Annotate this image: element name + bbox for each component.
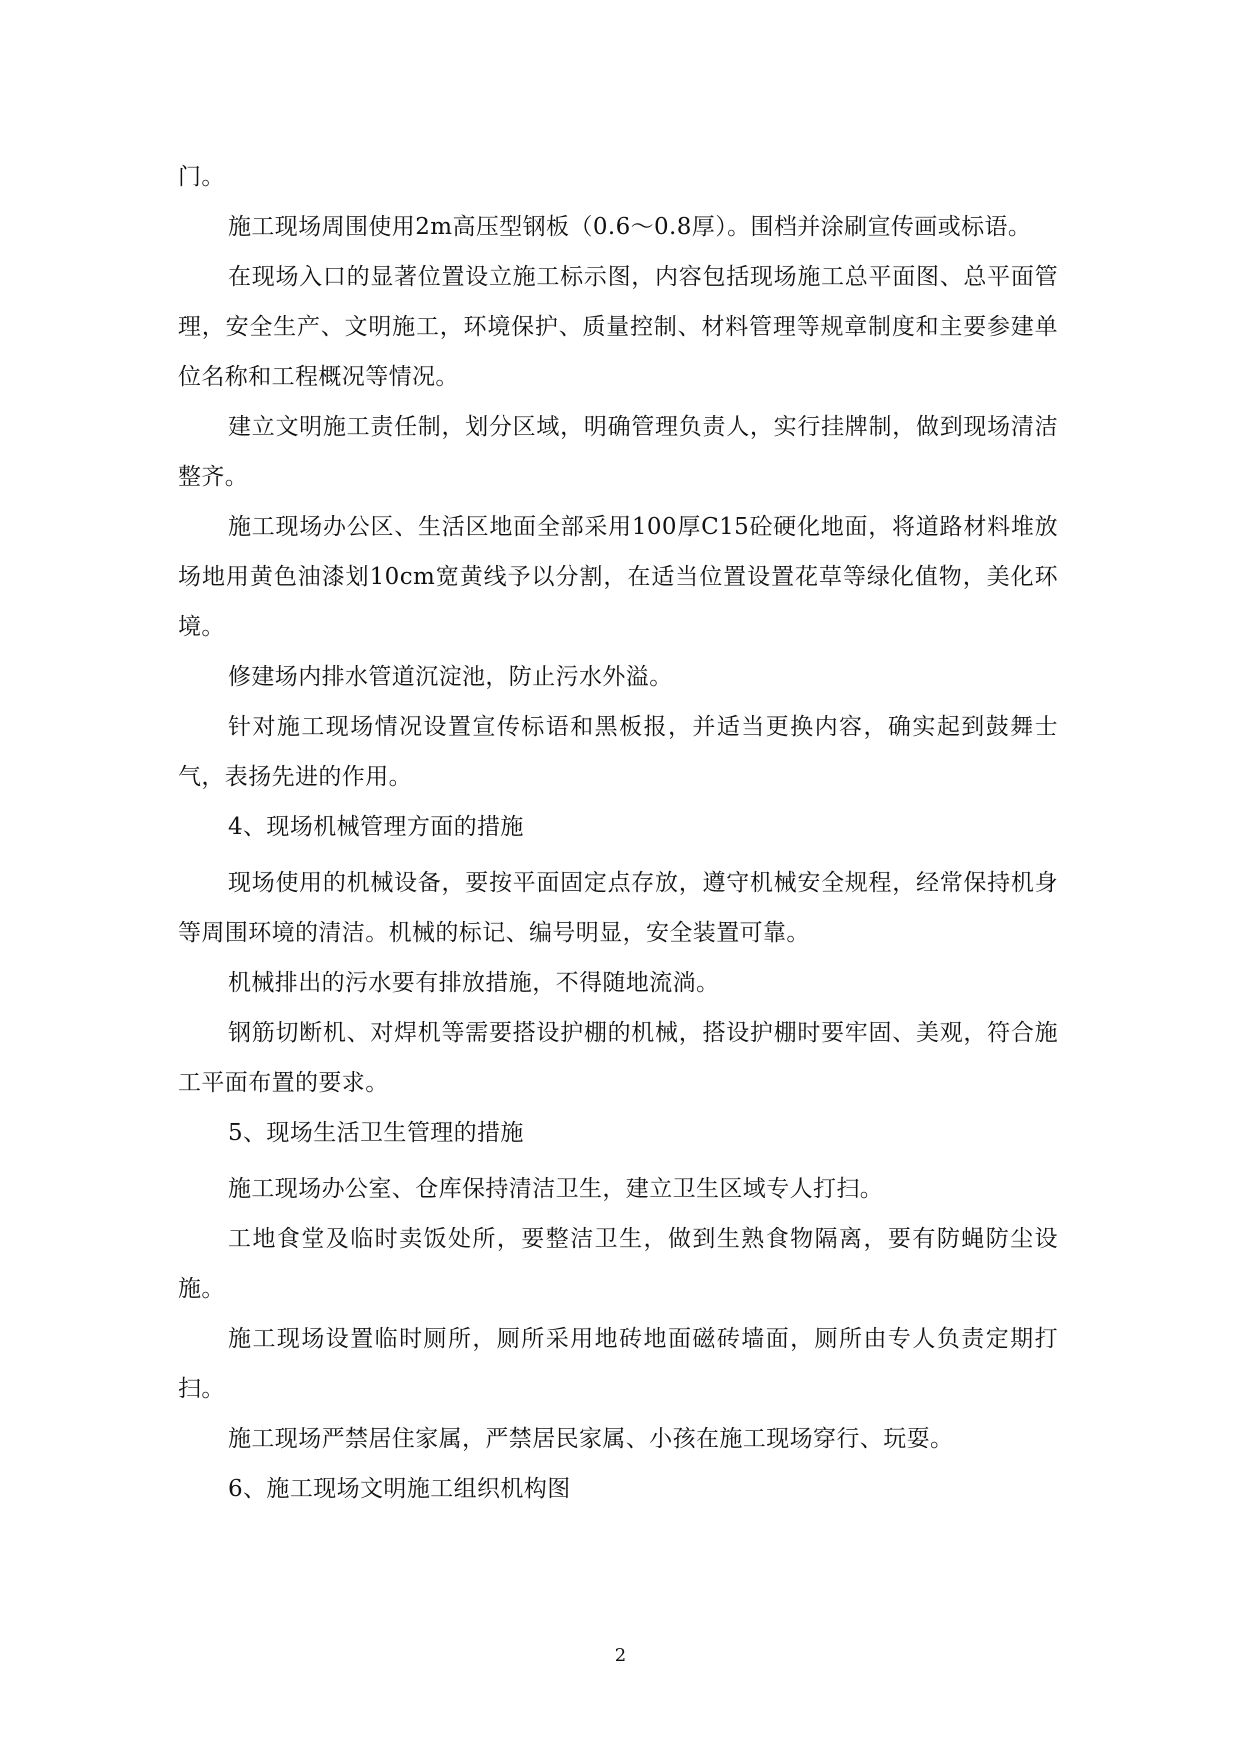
section-heading-machinery: 4、现场机械管理方面的措施 <box>228 814 524 840</box>
page-number: 2 <box>614 1645 627 1666</box>
paragraph-slogans: 针对施工现场情况设置宣传标语和黑板报，并适当更换内容，确实起到鼓舞士气，表扬先进的作用。 <box>178 714 1058 790</box>
paragraph-responsibility: 建立文明施工责任制，划分区域，明确管理负责人，实行挂牌制，做到现场清洁整齐。 <box>178 414 1058 490</box>
paragraph-site-sign: 在现场入口的显著位置设立施工标示图，内容包括现场施工总平面图、总平面管理，安全生产、文明施工，环境保护、质量控制、材料管理等规章制度和主要参建单位名称和工程概况等情况。 <box>178 264 1058 390</box>
paragraph-machinery-wastewater: 机械排出的污水要有排放措施，不得随地流淌。 <box>228 970 720 996</box>
paragraph-ground-hardening: 施工现场办公区、生活区地面全部采用100厚C15砼硬化地面，将道路材料堆放场地用黄色油漆划10cm宽黄线予以分割，在适当位置设置花草等绿化值物，美化环境。 <box>178 514 1058 640</box>
paragraph-office-cleaning: 施工现场办公室、仓库保持清洁卫生，建立卫生区域专人打扫。 <box>228 1176 884 1202</box>
paragraph-canteen: 工地食堂及临时卖饭处所，要整洁卫生，做到生熟食物隔离，要有防蝇防尘设施。 <box>178 1226 1058 1302</box>
paragraph-fence: 施工现场周围使用2m高压型钢板（0.6～0.8厚）。围档并涂刷宣传画或标语。 <box>228 214 1032 240</box>
paragraph-drainage: 修建场内排水管道沉淀池，防止污水外溢。 <box>228 664 673 690</box>
paragraph-continuation: 门。 <box>178 164 225 190</box>
paragraph-no-residents: 施工现场严禁居住家属，严禁居民家属、小孩在施工现场穿行、玩耍。 <box>228 1426 954 1452</box>
paragraph-machinery-storage: 现场使用的机械设备，要按平面固定点存放，遵守机械安全规程，经常保持机身等周围环境的清洁。机械的标记、编号明显，安全装置可靠。 <box>178 870 1058 946</box>
paragraph-machinery-shed: 钢筋切断机、对焊机等需要搭设护棚的机械，搭设护棚时要牢固、美观，符合施工平面布置的要求。 <box>178 1020 1058 1096</box>
section-heading-hygiene: 5、现场生活卫生管理的措施 <box>228 1120 524 1146</box>
document-body <box>178 152 1058 1514</box>
paragraph-toilet: 施工现场设置临时厕所，厕所采用地砖地面磁砖墙面，厕所由专人负责定期打扫。 <box>178 1326 1058 1402</box>
section-heading-org-chart: 6、施工现场文明施工组织机构图 <box>228 1476 571 1502</box>
